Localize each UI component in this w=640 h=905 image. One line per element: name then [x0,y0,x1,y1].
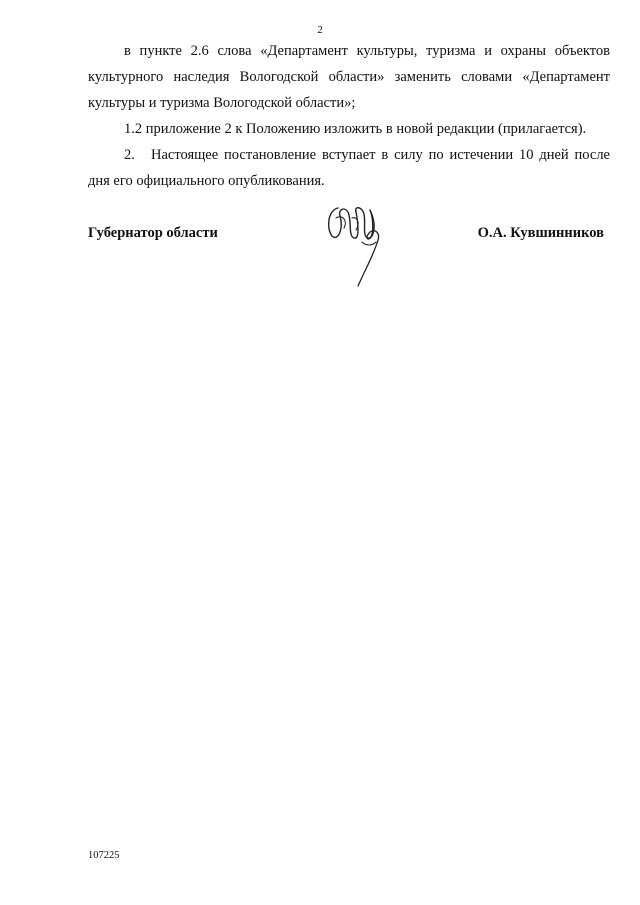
handwritten-signature [318,198,398,290]
document-body [88,38,610,194]
paragraph-amendment-2-6: в пункте 2.6 слова «Департамент культуры, туризма и охраны объектов культурного наследия Вологодской области» заменить словами «Департамент культуры и туризма Вологодской области»; [88,43,610,111]
paragraph-item-2 [88,142,610,194]
page-number: 2 [317,24,323,36]
paragraph-amendment-1-2: 1.2 приложение 2 к Положению изложить в новой редакции (прилагается). [124,121,587,137]
signatory-name: О.А. Кувшинников [477,225,604,241]
item-text: Настоящее постановление вступает в силу по истечении 10 дней после дня его официального опубликования. [88,147,610,189]
document-code: 107225 [88,850,120,861]
item-number: 2. [124,147,135,163]
signatory-title: Губернатор области [88,225,218,241]
